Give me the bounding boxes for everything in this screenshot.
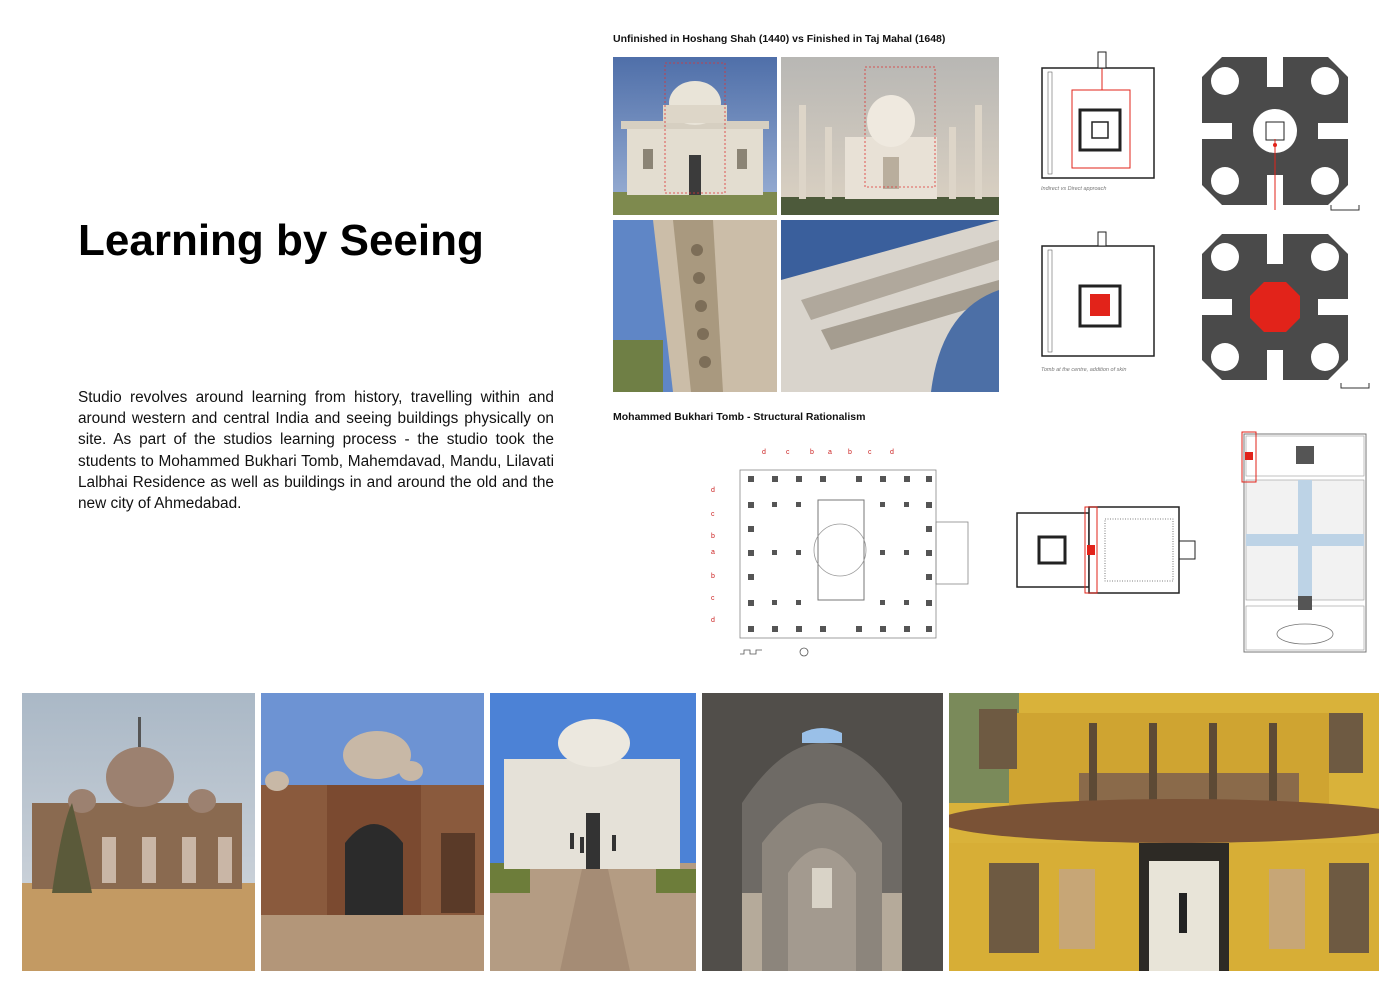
carving-photo (613, 220, 777, 392)
grid-label-top: b (848, 449, 852, 456)
comparison-caption: Unfinished in Hoshang Shah (1440) vs Finished in Taj Mahal (1648) (613, 33, 946, 45)
grid-top-labels (762, 449, 894, 456)
mandu-tomb-photo (261, 693, 484, 971)
grid-label-side: b (711, 573, 715, 580)
plan-note-approach: Indirect vs Direct approach (1041, 186, 1107, 192)
grid-label-top: c (868, 449, 872, 456)
bukhari-grid-plan (700, 440, 990, 665)
grid-label-top: c (786, 449, 790, 456)
scale-bar (1330, 204, 1360, 212)
scale-bar-2 (1340, 382, 1370, 390)
hoshang-plan-skin (1040, 230, 1160, 365)
lalbhai-residence-photo (949, 693, 1379, 971)
grid-label-side: c (711, 511, 715, 518)
taj-mahal-photo (781, 57, 999, 215)
mandu-arches-photo (702, 693, 943, 971)
grid-label-top: a (828, 449, 832, 456)
grid-label-top: b (810, 449, 814, 456)
grid-label-side: b (711, 533, 715, 540)
hoshang-plan-approach (1040, 50, 1160, 185)
complex-site-plan (1240, 430, 1370, 656)
calligraphy-photo (781, 220, 999, 392)
plan-note-skin: Tomb at the centre, addition of skin (1041, 367, 1127, 373)
hoshang-shah-site-photo (490, 693, 696, 971)
intro-paragraph: Studio revolves around learning from history, travelling within and around western and central India and seeing buildings physically on site. As part of the studios learning process - the studio took the students to Mohammed Bukhari Tomb, Mahemdavad, Mandu, Lilavati Lalbhai Residence as well as buildings in and around the old and the new city of Ahmedabad. (78, 389, 554, 513)
grid-side-labels (711, 487, 715, 624)
bukhari-caption: Mohammed Bukhari Tomb - Structural Rationalism (613, 411, 866, 423)
page-title: Learning by Seeing (78, 216, 484, 265)
taj-plan-approach (1200, 55, 1350, 210)
grid-label-top: d (762, 449, 766, 456)
grid-label-side: d (711, 617, 715, 624)
grid-label-side: d (711, 487, 715, 494)
grid-label-side: c (711, 595, 715, 602)
mahemdavad-photo (22, 693, 255, 971)
bukhari-site-plan (1015, 505, 1205, 595)
taj-plan-centre (1200, 232, 1350, 382)
grid-label-side: a (711, 549, 715, 556)
hoshang-shah-photo (613, 57, 777, 215)
grid-label-top: d (890, 449, 894, 456)
